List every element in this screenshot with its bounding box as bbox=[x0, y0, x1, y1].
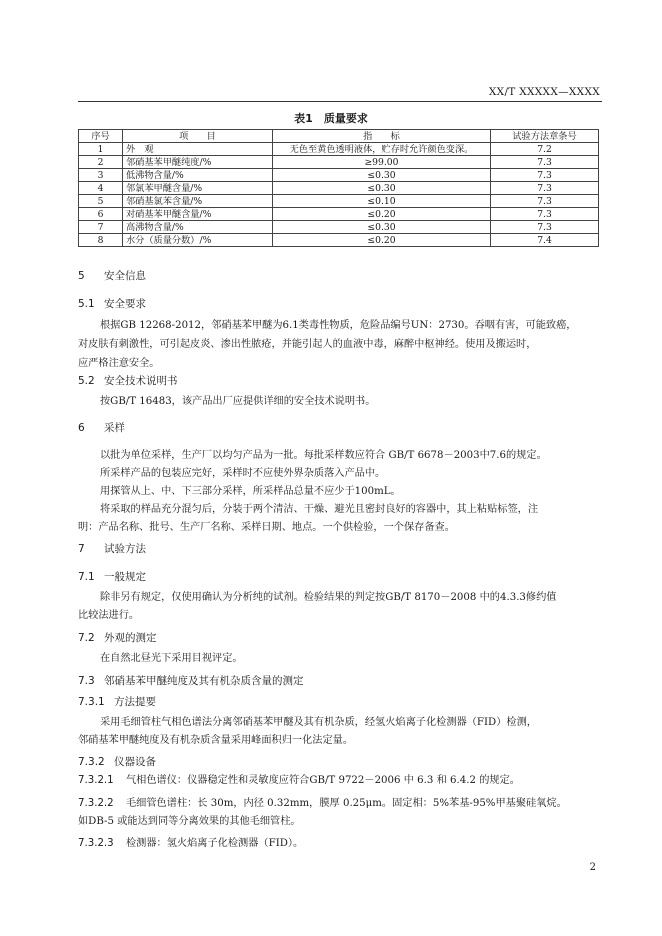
table-row bbox=[79, 234, 599, 247]
cell-item: 邻硝基氯苯含量/% bbox=[123, 195, 273, 208]
cell-method: 7.3 bbox=[491, 182, 599, 195]
header-rule bbox=[78, 101, 602, 102]
section-heading-6: 6 采样 bbox=[78, 422, 125, 434]
cell-spec: 无色至黄色透明液体，贮存时允许颜色变深。 bbox=[273, 143, 491, 156]
cell-spec: ≤0.30 bbox=[273, 169, 491, 182]
cell-no: 3 bbox=[79, 169, 123, 182]
cell-spec: ≤0.20 bbox=[273, 234, 491, 247]
section-heading-5-2: 5.2 安全技术说明书 bbox=[78, 375, 178, 387]
paragraph-line: 采用毛细管柱气相色谱法分离邻硝基苯甲醚及其有机杂质，经氢火焰离子化检测器（FID）检测， bbox=[100, 717, 537, 728]
cell-spec: ≥99.00 bbox=[273, 156, 491, 169]
paragraph-line: 比较法进行。 bbox=[78, 610, 140, 621]
paragraph-line: 除非另有规定，仅使用确认为分析纯的试剂。检验结果的判定按GB/T 8170－2008 中的4.3.3修约值 bbox=[100, 592, 557, 603]
paragraph-line: 按GB/T 16483，该产品出厂应提供详细的安全技术说明书。 bbox=[100, 396, 376, 407]
cell-no: 6 bbox=[79, 208, 123, 221]
table-row bbox=[79, 208, 599, 221]
section-heading-5: 5 安全信息 bbox=[78, 270, 146, 282]
section-heading-7-2: 7.2 外观的测定 bbox=[78, 632, 157, 644]
cell-item: 邻氯苯甲醚含量/% bbox=[123, 182, 273, 195]
cell-spec: ≤0.20 bbox=[273, 208, 491, 221]
cell-no: 1 bbox=[79, 143, 123, 156]
cell-spec: ≤0.10 bbox=[273, 195, 491, 208]
cell-method: 7.3 bbox=[491, 221, 599, 234]
col-header-item: 项 目 bbox=[123, 130, 273, 143]
cell-item: 高沸物含量/% bbox=[123, 221, 273, 234]
table-header-row bbox=[79, 130, 599, 143]
paragraph-line: 将采取的样品充分混匀后，分装于两个清洁、干燥、避光且密封良好的容器中，其上粘贴标签，注 bbox=[100, 504, 539, 515]
table-row bbox=[79, 143, 599, 156]
cell-item: 对硝基苯甲醚含量/% bbox=[123, 208, 273, 221]
cell-no: 5 bbox=[79, 195, 123, 208]
paragraph-line: 在自然北昼光下采用目视评定。 bbox=[100, 653, 243, 664]
clause-7-3-2-1: 7.3.2.1 气相色谱仪：仪器稳定性和灵敏度应符合GB/T 9722－2006 中 6.3 和 6.4.2 的规定。 bbox=[78, 775, 520, 786]
col-header-method: 试验方法章条号 bbox=[491, 130, 599, 143]
table-title: 表1 质量要求 bbox=[294, 112, 368, 125]
clause-7-3-2-2: 7.3.2.2 毛细管色谱柱：长 30m，内径 0.32mm，膜厚 0.25μm。固定相：5%苯基-95%甲基聚硅氧烷。 bbox=[78, 798, 567, 809]
section-heading-7: 7 试验方法 bbox=[78, 543, 146, 555]
paragraph-line: 邻硝基苯甲醚纯度及有机杂质含量采用峰面积归一化法定量。 bbox=[78, 735, 354, 746]
paragraph-line: 根据GB 12268-2012，邻硝基苯甲醚为6.1类毒性物质，危险品编号UN：2730。吞咽有害，可能致癌， bbox=[100, 320, 577, 331]
cell-method: 7.2 bbox=[491, 143, 599, 156]
cell-item: 水分（质量分数）/% bbox=[123, 234, 273, 247]
standard-code: XX/T XXXXX—XXXX bbox=[488, 86, 600, 98]
section-heading-7-3-2: 7.3.2 仪器设备 bbox=[78, 756, 156, 768]
cell-method: 7.3 bbox=[491, 208, 599, 221]
paragraph-line: 应严格注意安全。 bbox=[78, 358, 160, 369]
clause-7-3-2-3: 7.3.2.3 检测器：氢火焰离子化检测器（FID）。 bbox=[78, 838, 304, 849]
cell-no: 4 bbox=[79, 182, 123, 195]
page-number: 2 bbox=[589, 862, 596, 873]
cell-item: 低沸物含量/% bbox=[123, 169, 273, 182]
cell-no: 7 bbox=[79, 221, 123, 234]
col-header-spec: 指 标 bbox=[273, 130, 491, 143]
cell-no: 2 bbox=[79, 156, 123, 169]
cell-method: 7.3 bbox=[491, 169, 599, 182]
section-heading-7-3-1: 7.3.1 方法提要 bbox=[78, 696, 156, 708]
cell-item: 外 观 bbox=[123, 143, 273, 156]
paragraph-line: 对皮肤有刺激性，可引起皮炎、渗出性脓疮，并能引起人的血液中毒，麻醉中枢神经。使用及搬运时， bbox=[78, 339, 537, 350]
cell-method: 7.3 bbox=[491, 156, 599, 169]
cell-spec: ≤0.30 bbox=[273, 182, 491, 195]
table-row bbox=[79, 195, 599, 208]
cell-no: 8 bbox=[79, 234, 123, 247]
cell-method: 7.4 bbox=[491, 234, 599, 247]
quality-requirements-table bbox=[78, 129, 599, 247]
paragraph-line: 如DB-5 或能达到同等分离效果的其他毛细管柱。 bbox=[78, 816, 301, 827]
paragraph-line: 所采样产品的包装应完好，采样时不应使外界杂质落入产品中。 bbox=[100, 468, 386, 479]
cell-item: 邻硝基苯甲醚纯度/% bbox=[123, 156, 273, 169]
table-row bbox=[79, 182, 599, 195]
section-heading-5-1: 5.1 安全要求 bbox=[78, 298, 146, 310]
section-heading-7-1: 7.1 一般规定 bbox=[78, 571, 146, 583]
col-header-no: 序号 bbox=[79, 130, 123, 143]
table-row bbox=[79, 169, 599, 182]
paragraph-line: 以批为单位采样，生产厂以均匀产品为一批。每批采样数应符合 GB/T 6678－2003中7.6的规定。 bbox=[100, 450, 547, 461]
section-heading-7-3: 7.3 邻硝基苯甲醚纯度及其有机杂质含量的测定 bbox=[78, 675, 304, 687]
table-row bbox=[79, 221, 599, 234]
cell-spec: ≤0.30 bbox=[273, 221, 491, 234]
table-row bbox=[79, 156, 599, 169]
cell-method: 7.3 bbox=[491, 195, 599, 208]
paragraph-line: 用探管从上、中、下三部分采样，所采样品总量不应少于100mL。 bbox=[100, 486, 401, 497]
paragraph-line: 明：产品名称、批号、生产厂名称、采样日期、地点。一个供检验，一个保存备查。 bbox=[78, 522, 455, 533]
